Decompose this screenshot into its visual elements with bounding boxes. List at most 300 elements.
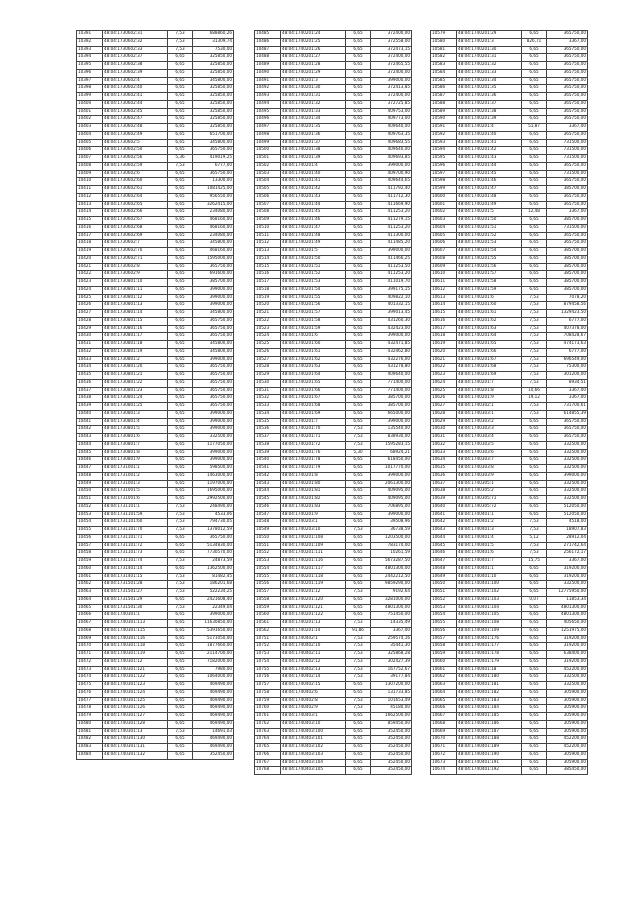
row-number-cell: 10557	[255, 589, 281, 597]
value-cell: 319200,00	[547, 573, 588, 581]
cadastral-number-cell: 48:04:1740201:33	[281, 108, 346, 116]
row-number-cell: 10510	[255, 224, 281, 232]
rate-cell: 6,65	[522, 465, 547, 473]
value-cell: 432462,80	[371, 348, 412, 356]
rate-cell: 7,53	[522, 341, 547, 349]
cadastral-number-cell: 48:04:1730602:45	[103, 108, 168, 116]
row-number-cell: 10406	[77, 147, 103, 155]
cadastral-number-cell: 48:04:1730602:39	[103, 69, 168, 77]
rate-cell: 6,65	[168, 596, 193, 604]
value-cell: 399000,00	[193, 302, 234, 310]
rate-cell: 6,65	[346, 93, 371, 101]
rate-cell: 6,65	[168, 372, 193, 380]
cadastral-number-cell: 48:04:1740201:31	[281, 93, 346, 101]
value-cell: 7530,00	[193, 46, 234, 54]
rate-cell: 7,53	[168, 558, 193, 566]
row-number-cell: 10430	[77, 333, 103, 341]
row-number-cell: 10554	[255, 565, 281, 573]
row-number-cell: 10635	[431, 465, 457, 473]
table-row	[77, 310, 234, 318]
rate-cell: 6,65	[168, 403, 193, 411]
row-number-cell: 10607	[431, 248, 457, 256]
rate-cell: 6,65	[522, 271, 547, 279]
row-number-cell: 10431	[77, 341, 103, 349]
cadastral-number-cell: 48:04:1730602:56	[103, 155, 168, 163]
table-row	[255, 627, 412, 635]
rate-cell: 6,65	[522, 147, 547, 155]
value-cell: 234080,00	[193, 209, 234, 217]
table-row	[77, 364, 234, 372]
cadastral-number-cell: 48:04:1740301:113	[103, 620, 168, 628]
cadastral-number-cell: 48:04:1740201:80	[281, 480, 346, 488]
value-cell: 651700,00	[193, 131, 234, 139]
value-cell: 372400,00	[371, 93, 412, 101]
value-cell: 365750,00	[193, 317, 234, 325]
rate-cell: 6,65	[168, 178, 193, 186]
row-number-cell: 10434	[77, 364, 103, 372]
row-number-cell: 10518	[255, 286, 281, 294]
cadastral-number-cell: 48:04:1740201:37	[281, 139, 346, 147]
rate-cell: 6,65	[346, 767, 371, 775]
value-cell: 352450,00	[371, 759, 412, 767]
row-number-cell: 10639	[431, 496, 457, 504]
cadastral-number-cell: 48:04:1740301:132	[103, 751, 168, 759]
rate-cell: 6,65	[346, 759, 371, 767]
table-row	[431, 240, 588, 248]
row-number-cell: 10471	[77, 651, 103, 659]
value-cell: 305900,00	[547, 751, 588, 759]
value-cell: 305900,00	[547, 697, 588, 705]
cadastral-number-cell: 48:04:1730602:61	[103, 186, 168, 194]
rate-cell: 6,65	[346, 503, 371, 511]
rate-cell: 6,65	[346, 271, 371, 279]
rate-cell: 6,65	[346, 77, 371, 85]
table-row	[255, 379, 412, 387]
rate-cell: 10,66	[522, 387, 547, 395]
rate-cell: 6,65	[522, 620, 547, 628]
cadastral-number-cell: 48:04:1740201:45	[457, 170, 522, 178]
cadastral-number-cell: 48:04:1730801:20	[103, 364, 168, 372]
table-row	[431, 651, 588, 659]
rate-cell: 7,53	[522, 410, 547, 418]
row-number-cell: 10533	[255, 403, 281, 411]
cadastral-number-cell: 48:04:1740403:104	[281, 759, 346, 767]
table-row	[255, 356, 412, 364]
rate-cell: 7,53	[168, 527, 193, 535]
row-number-cell: 10648	[431, 565, 457, 573]
value-cell: 401332,15	[371, 302, 412, 310]
table-row	[255, 372, 412, 380]
value-cell: 399175,15	[371, 286, 412, 294]
table-row	[77, 240, 234, 248]
rate-cell: 6,65	[168, 534, 193, 542]
row-number-cell: 10423	[77, 279, 103, 287]
cadastral-number-cell: 48:04:1740201:47	[457, 186, 522, 194]
cadastral-number-cell: 48:04:1740301:121	[103, 666, 168, 674]
table-row	[77, 155, 234, 163]
table-row	[255, 720, 412, 728]
row-number-cell: 10539	[255, 449, 281, 457]
cadastral-number-cell: 48:04:1740402:11	[281, 651, 346, 659]
table-row	[431, 426, 588, 434]
table-row	[77, 558, 234, 566]
rate-cell: 6,65	[346, 736, 371, 744]
row-number-cell: 10595	[431, 155, 457, 163]
value-cell: 706895,00	[371, 503, 412, 511]
cadastral-number-cell: 48:04:1740201:64	[281, 372, 346, 380]
cadastral-number-cell: 48:04:1740301:13	[103, 728, 168, 736]
rate-cell: 6,65	[522, 418, 547, 426]
table-row	[77, 728, 234, 736]
value-cell: 68924,21	[371, 449, 412, 457]
value-cell: 385700,00	[547, 248, 588, 256]
value-cell: 751450,00	[371, 612, 412, 620]
cadastral-number-cell: 48:04:1740201:7	[457, 379, 522, 387]
rate-cell: 6,65	[346, 178, 371, 186]
row-number-cell: 10612	[431, 286, 457, 294]
rate-cell: 7,53	[522, 302, 547, 310]
value-cell: 3367,00	[547, 387, 588, 395]
value-cell: 1695000,00	[193, 488, 234, 496]
table-row	[431, 441, 588, 449]
cadastral-number-cell: 48:04:1740201:117	[281, 565, 346, 573]
table-row	[77, 209, 234, 217]
rate-cell: 7,53	[168, 46, 193, 54]
table-row	[77, 147, 234, 155]
rate-cell: 7,53	[168, 38, 193, 46]
table-row	[255, 620, 412, 628]
value-cell: 771400,00	[371, 379, 412, 387]
rate-cell: 6,65	[522, 108, 547, 116]
rate-cell: 6,65	[346, 255, 371, 263]
table-row	[431, 488, 588, 496]
row-number-cell: 10449	[77, 480, 103, 488]
rate-cell: 6,65	[346, 550, 371, 558]
rate-cell: 0,07	[522, 596, 547, 604]
cadastral-number-cell: 48:04:1740201:39	[457, 116, 522, 124]
rate-cell: 6,65	[522, 162, 547, 170]
cadastral-number-cell: 48:04:1740403:100	[281, 728, 346, 736]
row-number-cell: 10546	[255, 503, 281, 511]
value-cell: 325850,00	[193, 124, 234, 132]
rate-cell: 7,53	[168, 519, 193, 527]
cadastral-number-cell: 48:04:1730602:68	[103, 224, 168, 232]
row-number-cell: 10768	[255, 767, 281, 775]
rate-cell: 7,53	[346, 434, 371, 442]
rate-cell: 6,65	[168, 418, 193, 426]
value-cell: 431260,30	[371, 317, 412, 325]
value-cell: 522234,25	[193, 589, 234, 597]
table-row	[77, 279, 234, 287]
row-number-cell: 10624	[431, 379, 457, 387]
cadastral-number-cell: 48:04:1730801:7	[103, 441, 168, 449]
value-cell: 6777,00	[547, 317, 588, 325]
row-number-cell: 10562	[255, 627, 281, 635]
cadastral-number-cell: 48:04:1740401:1	[457, 565, 522, 573]
row-number-cell: 10529	[255, 372, 281, 380]
rate-cell: 6,65	[522, 85, 547, 93]
cadastral-number-cell: 48:04:1740201:65	[281, 379, 346, 387]
rate-cell: 7,53	[168, 31, 193, 39]
rate-cell: 6,65	[168, 302, 193, 310]
rate-cell: 6,65	[168, 744, 193, 752]
table-row	[77, 124, 234, 132]
value-cell: 372473,15	[371, 46, 412, 54]
rate-cell: 6,65	[522, 589, 547, 597]
rate-cell: 6,65	[168, 224, 193, 232]
cadastral-number-cell: 48:04:1731501:27	[103, 589, 168, 597]
table-row	[255, 441, 412, 449]
value-cell: 39177,84	[371, 674, 412, 682]
table-row	[431, 116, 588, 124]
value-cell: 431278,80	[371, 364, 412, 372]
table-row	[255, 348, 412, 356]
table-row	[431, 279, 588, 287]
value-cell: 256172,17	[547, 550, 588, 558]
rate-cell: 6,65	[522, 744, 547, 752]
value-cell: 771400,00	[371, 387, 412, 395]
row-number-cell: 10543	[255, 480, 281, 488]
value-cell: 365750,00	[193, 333, 234, 341]
table-row	[77, 697, 234, 705]
rate-cell: 6,65	[522, 434, 547, 442]
cadastral-number-cell: 48:04:1740305:72	[457, 503, 522, 511]
row-number-cell: 10663	[431, 682, 457, 690]
value-cell: 399000,00	[193, 294, 234, 302]
row-number-cell: 10402	[77, 116, 103, 124]
row-number-cell: 10662	[431, 674, 457, 682]
rate-cell: 6,65	[168, 240, 193, 248]
row-number-cell: 10609	[431, 263, 457, 271]
value-cell: 731700,61	[547, 403, 588, 411]
cadastral-number-cell: 48:04:1740403:105	[281, 767, 346, 775]
value-cell: 783170,00	[371, 542, 412, 550]
row-number-cell: 10647	[431, 558, 457, 566]
rate-cell: 6,65	[346, 294, 371, 302]
value-cell: 365750,00	[547, 46, 588, 54]
table-row	[255, 573, 412, 581]
rate-cell: 6,65	[168, 666, 193, 674]
value-cell: 399000,00	[193, 457, 234, 465]
value-cell: 411019,70	[371, 279, 412, 287]
table-row	[255, 217, 412, 225]
value-cell: 365750,00	[193, 325, 234, 333]
rate-cell: 6,65	[346, 542, 371, 550]
cadastral-number-cell: 48:04:1730602:47	[103, 116, 168, 124]
table-row	[255, 155, 412, 163]
table-row	[77, 139, 234, 147]
row-number-cell: 10527	[255, 356, 281, 364]
value-cell: 332500,00	[547, 441, 588, 449]
cadastral-number-cell: 48:04:1740301:12	[103, 658, 168, 666]
rate-cell: 6,65	[168, 294, 193, 302]
rate-cell: 6,65	[522, 186, 547, 194]
table-row	[255, 457, 412, 465]
rate-cell: 7,53	[346, 527, 371, 535]
row-number-cell: 10615	[431, 310, 457, 318]
cadastral-number-cell: 48:04:1730602:64	[103, 193, 168, 201]
value-cell: 365750,00	[547, 131, 588, 139]
rate-cell: 6,65	[522, 31, 547, 39]
value-cell: 512050,00	[547, 511, 588, 519]
rate-cell: 7,53	[522, 310, 547, 318]
table-row	[77, 550, 234, 558]
table-row	[255, 581, 412, 589]
row-number-cell: 10651	[431, 589, 457, 597]
value-cell: 372725,85	[371, 100, 412, 108]
table-row	[77, 395, 234, 403]
row-number-cell: 10618	[431, 333, 457, 341]
cadastral-number-cell: 48:04:1740201:57	[457, 271, 522, 279]
rate-cell: 6,65	[168, 186, 193, 194]
cadastral-number-cell: 48:04:1740201:28	[281, 62, 346, 70]
table-row	[431, 480, 588, 488]
cadastral-number-cell: 48:04:1740201:48	[281, 232, 346, 240]
rate-cell: 6,65	[168, 612, 193, 620]
value-cell: 167752,67	[371, 666, 412, 674]
table-row	[431, 372, 588, 380]
value-cell: 399000,00	[193, 426, 234, 434]
value-cell: 407378,00	[547, 325, 588, 333]
row-number-cell: 10414	[77, 209, 103, 217]
value-cell: 469490,00	[193, 744, 234, 752]
table-row	[77, 356, 234, 364]
row-number-cell: 10620	[431, 348, 457, 356]
cadastral-number-cell: 48:04:1740401:179	[457, 658, 522, 666]
cadastral-number-cell: 48:04:1740201:65	[457, 341, 522, 349]
value-cell: 372465,55	[371, 62, 412, 70]
cadastral-number-cell: 48:04:1730801:21	[103, 372, 168, 380]
cadastral-number-cell: 48:04:1740201:68	[457, 364, 522, 372]
rate-cell: 6,65	[346, 310, 371, 318]
value-cell: 4801300,00	[371, 604, 412, 612]
table-row	[431, 85, 588, 93]
row-number-cell: 10404	[77, 131, 103, 139]
rate-cell: 6,65	[522, 751, 547, 759]
rate-cell: 7,53	[168, 581, 193, 589]
row-number-cell: 10428	[77, 317, 103, 325]
rate-cell: 6,65	[346, 744, 371, 752]
value-cell: 1177050,00	[193, 441, 234, 449]
table-row	[255, 697, 412, 705]
row-number-cell: 10482	[77, 736, 103, 744]
value-cell: 385700,00	[547, 286, 588, 294]
row-number-cell: 10761	[255, 713, 281, 721]
cadastral-number-cell: 48:04:1730602:31	[103, 31, 168, 39]
row-number-cell: 10642	[431, 519, 457, 527]
cadastral-number-cell: 48:04:1740201:27	[281, 54, 346, 62]
cadastral-number-cell: 48:04:1730602:32	[103, 38, 168, 46]
row-number-cell: 10442	[77, 426, 103, 434]
table-row	[255, 255, 412, 263]
rate-cell: 6,65	[168, 147, 193, 155]
row-number-cell: 10401	[77, 108, 103, 116]
table-row	[431, 728, 588, 736]
table-row	[255, 178, 412, 186]
rate-cell: 6,65	[168, 124, 193, 132]
rate-cell: 7,53	[522, 542, 547, 550]
value-cell: 10261,59	[371, 550, 412, 558]
value-cell: 411466,25	[371, 255, 412, 263]
value-cell: 22349,04	[193, 604, 234, 612]
rate-cell: 7,53	[346, 658, 371, 666]
table-row	[255, 38, 412, 46]
row-number-cell: 10439	[77, 403, 103, 411]
rate-cell: 6,65	[522, 635, 547, 643]
table-row	[255, 689, 412, 697]
row-number-cell: 10549	[255, 527, 281, 535]
value-cell: 696549,00	[547, 356, 588, 364]
row-number-cell: 10492	[255, 85, 281, 93]
table-row	[431, 558, 588, 566]
row-number-cell: 10538	[255, 441, 281, 449]
cadastral-number-cell: 48:04:1740201:51	[457, 224, 522, 232]
table-row	[255, 465, 412, 473]
table-row	[431, 589, 588, 597]
table-row	[255, 85, 412, 93]
value-cell: 345800,00	[193, 139, 234, 147]
value-cell: 3367,00	[547, 395, 588, 403]
cadastral-number-cell: 48:04:1730602:40	[103, 85, 168, 93]
table-row	[431, 759, 588, 767]
rate-cell: 6,65	[346, 62, 371, 70]
rate-cell: 6,65	[346, 751, 371, 759]
row-number-cell: 10751	[255, 635, 281, 643]
rate-cell: 7,53	[522, 325, 547, 333]
row-number-cell: 10397	[77, 77, 103, 85]
row-number-cell: 10589	[431, 108, 457, 116]
table-row	[77, 744, 234, 752]
value-cell: 8934,51	[547, 379, 588, 387]
rate-cell: 6,65	[522, 713, 547, 721]
table-row	[431, 627, 588, 635]
value-cell: 345800,00	[193, 310, 234, 318]
rate-cell: 6,65	[168, 627, 193, 635]
cadastral-number-cell: 48:04:1730801:17	[103, 333, 168, 341]
cadastral-number-cell: 48:04:1731401:15	[103, 573, 168, 581]
cadastral-number-cell: 48:04:1730801:8	[103, 449, 168, 457]
table-row	[431, 77, 588, 85]
table-row	[77, 263, 234, 271]
rate-cell: 6,65	[522, 658, 547, 666]
cadastral-number-cell: 48:04:1731501:28	[103, 581, 168, 589]
row-number-cell: 10600	[431, 193, 457, 201]
table-row	[77, 201, 234, 209]
value-cell: 332500,00	[547, 457, 588, 465]
table-row	[77, 627, 234, 635]
table-row	[77, 325, 234, 333]
value-cell: 325850,00	[193, 100, 234, 108]
rate-cell: 6,65	[522, 488, 547, 496]
table-row	[255, 472, 412, 480]
row-number-cell: 10394	[77, 54, 103, 62]
value-cell: 691600,00	[193, 271, 234, 279]
value-cell: 1203500,00	[371, 534, 412, 542]
cadastral-number-cell: 48:04:1740301:126	[103, 705, 168, 713]
cadastral-number-cell: 48:04:1740201:61	[457, 310, 522, 318]
value-cell: 468160,00	[193, 248, 234, 256]
rate-cell: 6,65	[168, 248, 193, 256]
value-cell: 325850,00	[193, 69, 234, 77]
rate-cell: 6,65	[346, 472, 371, 480]
row-number-cell: 10524	[255, 333, 281, 341]
row-number-cell: 10619	[431, 341, 457, 349]
cadastral-number-cell: 48:04:1740201:78	[281, 457, 346, 465]
cadastral-number-cell: 48:04:1740402:9	[281, 705, 346, 713]
rate-cell: 6,65	[522, 666, 547, 674]
table-row	[431, 604, 588, 612]
cadastral-number-cell: 48:04:1740201:39	[281, 155, 346, 163]
